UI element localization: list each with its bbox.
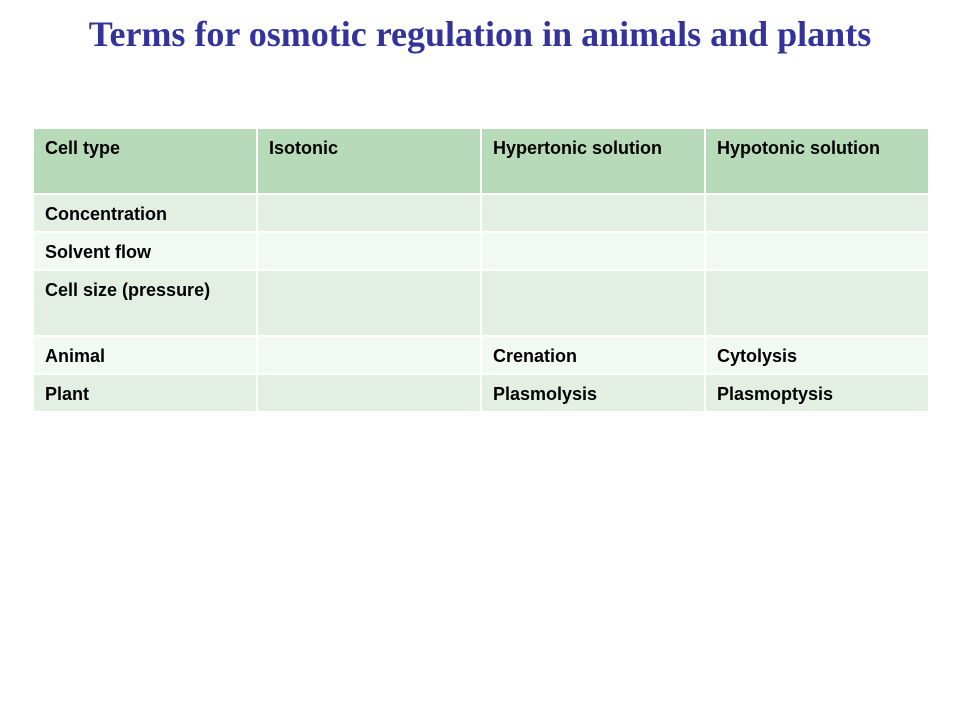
row-label-concentration: Concentration (33, 194, 257, 232)
table-cell-crenation: Crenation (481, 336, 705, 374)
table-cell (257, 374, 481, 412)
row-label-solvent-flow: Solvent flow (33, 232, 257, 270)
table-cell (481, 232, 705, 270)
table-cell (481, 194, 705, 232)
row-label-plant: Plant (33, 374, 257, 412)
table-row (33, 374, 929, 412)
header-hypertonic: Hypertonic solution (481, 128, 705, 194)
header-cell-type: Cell type (33, 128, 257, 194)
table-cell-plasmolysis: Plasmolysis (481, 374, 705, 412)
table-row (33, 336, 929, 374)
table-cell (257, 270, 481, 336)
table-cell (481, 270, 705, 336)
table-cell (705, 270, 929, 336)
table-header-row (33, 128, 929, 194)
table-cell (705, 194, 929, 232)
osmotic-terms-table (32, 127, 930, 413)
header-hypotonic: Hypotonic solution (705, 128, 929, 194)
table-row (33, 232, 929, 270)
slide-title: Terms for osmotic regulation in animals and plants (88, 14, 872, 54)
row-label-cell-size: Cell size (pressure) (33, 270, 257, 336)
table-row (33, 194, 929, 232)
table-row (33, 270, 929, 336)
table-cell-cytolysis: Cytolysis (705, 336, 929, 374)
table-cell (257, 336, 481, 374)
table-cell (257, 232, 481, 270)
table-cell (705, 232, 929, 270)
table-cell-plasmoptysis: Plasmoptysis (705, 374, 929, 412)
row-label-animal: Animal (33, 336, 257, 374)
table-cell (257, 194, 481, 232)
header-isotonic: Isotonic (257, 128, 481, 194)
